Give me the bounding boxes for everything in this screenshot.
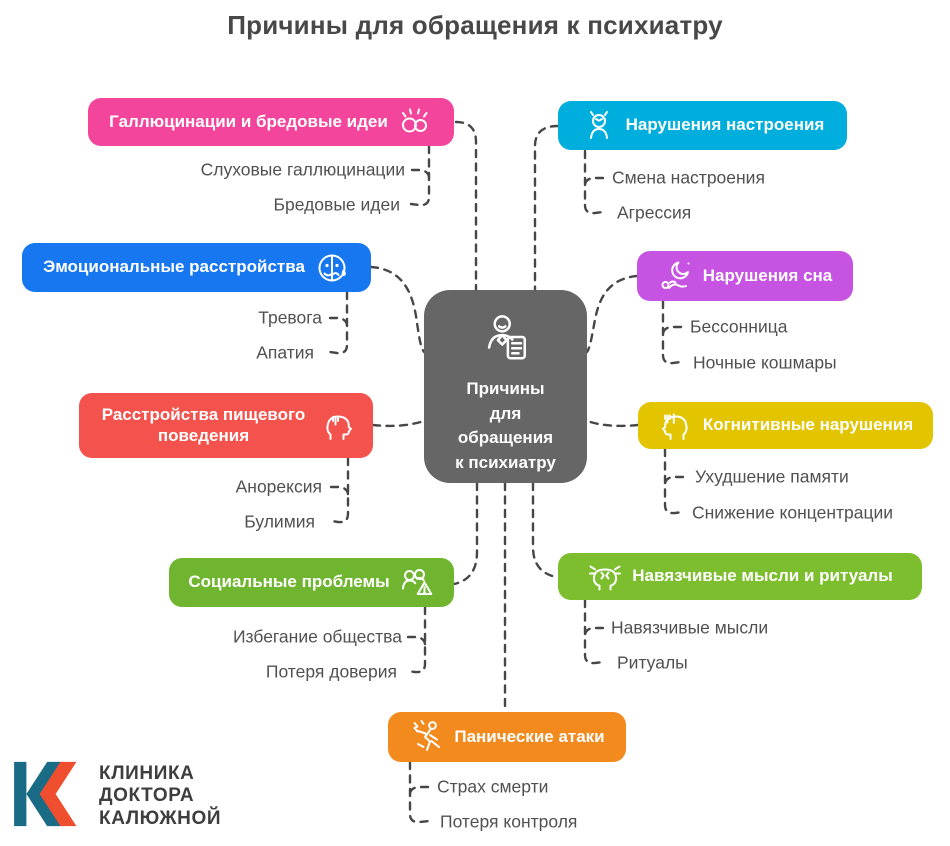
connector-social-child1 — [408, 637, 425, 645]
connector-obsessive-child1 — [585, 628, 603, 636]
connector-obsessive-children — [585, 600, 603, 663]
connector-eating-child1 — [331, 487, 348, 495]
clinic-logo — [14, 760, 221, 833]
child-label: Навязчивые мысли — [611, 617, 769, 638]
connector-eating-children — [331, 458, 348, 522]
branch-label: Нарушения настроения — [625, 115, 825, 135]
connector-sleep-center — [587, 276, 637, 352]
connector-panic-child1 — [410, 787, 428, 795]
hallucination-heads-icon — [397, 104, 433, 140]
branch-label: Эмоциональные расстройства — [43, 257, 305, 277]
child-label: Тревога — [258, 307, 322, 328]
branch-obsessive — [558, 553, 922, 600]
branch-hallucinations — [88, 98, 454, 146]
branch-sleep — [637, 251, 853, 301]
child-label: Избегание общества — [232, 626, 402, 647]
psychiatrist-consult-icon — [481, 312, 531, 367]
branch-mood — [558, 101, 847, 150]
connector-emotional-children — [330, 292, 347, 353]
connector-hallucinations-center — [456, 122, 476, 290]
connector-cognitive-center — [587, 421, 638, 426]
connector-mood-center — [535, 126, 558, 290]
child-label: Снижение концентрации — [692, 502, 894, 523]
branch-social — [169, 558, 454, 607]
connector-hallucinations-children — [411, 146, 429, 205]
child-label: Бессонница — [690, 316, 788, 337]
child-label: Ухудшение памяти — [695, 466, 849, 487]
connector-emotional-center — [371, 267, 424, 352]
head-fork-icon — [320, 408, 356, 444]
connector-panic-children — [410, 762, 429, 822]
radiating-head-icon — [587, 559, 623, 595]
child-label: Булимия — [244, 511, 315, 532]
connector-hallucinations-child1 — [412, 170, 429, 178]
connector-social-center — [454, 483, 477, 584]
connector-sleep-children — [663, 301, 681, 363]
connector-eating-center — [373, 421, 424, 426]
clinic-logo-mark-icon — [14, 760, 86, 833]
connector-emotional-child1 — [330, 318, 347, 326]
child-label: Слуховые галлюцинации — [200, 159, 405, 180]
connector-social-children — [408, 607, 425, 672]
head-utensils-icon — [658, 408, 694, 444]
branch-label: Панические атаки — [454, 726, 605, 746]
child-label: Бредовые идеи — [273, 194, 400, 215]
branch-label: Когнитивные нарушения — [702, 415, 914, 435]
connector-cognitive-child1 — [665, 477, 683, 485]
child-label: Ночные кошмары — [693, 352, 837, 373]
branch-label: Навязчивые мысли и ритуалы — [632, 566, 893, 586]
child-label: Потеря доверия — [265, 661, 397, 682]
branch-label: Социальные проблемы — [188, 572, 390, 592]
connector-sleep-child1 — [663, 327, 681, 335]
branch-label: Нарушения сна — [702, 265, 833, 285]
child-label: Ритуалы — [617, 652, 688, 673]
branch-cognitive — [638, 402, 933, 449]
connector-mood-children — [585, 151, 603, 213]
connector-mood-child1 — [585, 178, 603, 186]
child-label: Апатия — [256, 342, 314, 363]
child-label: Страх смерти — [437, 776, 549, 797]
clinic-logo-text: КЛИНИКА ДОКТОРА КАЛЮЖНОЙ — [99, 762, 222, 829]
center-node — [424, 290, 587, 483]
branch-label: Галлюцинации и бредовые идеи — [109, 111, 388, 131]
panic-run-icon — [409, 719, 445, 755]
branch-eating — [79, 393, 373, 458]
people-warning-icon — [399, 565, 435, 601]
center-label: Причины для обращения к психиатру — [455, 379, 556, 472]
child-label: Потеря контроля — [440, 811, 578, 832]
connector-obsessive-center — [533, 483, 556, 577]
branch-label: Расстройства пищевого поведения — [101, 404, 306, 445]
child-label: Анорексия — [235, 476, 322, 497]
page-title: Причины для обращения к психиатру — [227, 10, 723, 40]
half-sad-face-icon — [314, 250, 350, 286]
connector-cognitive-children — [665, 449, 683, 513]
branch-panic — [388, 712, 626, 762]
child-label: Агрессия — [617, 202, 692, 223]
moon-sleep-icon — [658, 258, 694, 294]
angry-person-icon — [581, 108, 617, 144]
child-label: Смена настроения — [612, 167, 765, 188]
branch-emotional — [22, 243, 371, 292]
